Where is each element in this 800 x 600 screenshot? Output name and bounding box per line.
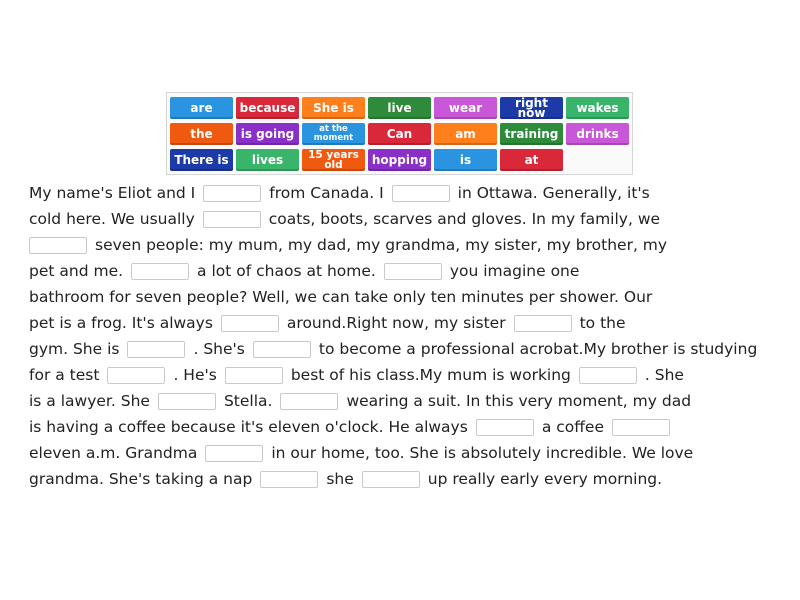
passage-text: Stella. bbox=[223, 392, 273, 410]
answer-blank[interactable] bbox=[253, 341, 311, 358]
word-tile[interactable]: at bbox=[500, 149, 563, 171]
passage-line bbox=[29, 466, 789, 492]
word-tile[interactable]: drinks bbox=[566, 123, 629, 145]
word-tile[interactable]: because bbox=[236, 97, 299, 119]
word-tile[interactable]: is going bbox=[236, 123, 299, 145]
passage-line bbox=[29, 336, 789, 362]
answer-blank[interactable] bbox=[158, 393, 216, 410]
word-tile[interactable]: wakes bbox=[566, 97, 629, 119]
passage-text: pet and me. bbox=[29, 262, 124, 280]
passage-text: eleven a.m. Grandma bbox=[29, 444, 198, 462]
passage-text: up really early every morning. bbox=[427, 470, 663, 488]
passage bbox=[29, 180, 789, 492]
word-tile[interactable]: the bbox=[170, 123, 233, 145]
passage-text: bathroom for seven people? Well, we can take only ten minutes per shower. Our bbox=[29, 288, 653, 306]
passage-text: around.Right now, my sister bbox=[286, 314, 506, 332]
answer-blank[interactable] bbox=[29, 237, 87, 254]
passage-text: to become a professional acrobat.My brother is studying bbox=[318, 340, 758, 358]
passage-text: cold here. We usually bbox=[29, 210, 195, 228]
passage-text: is having a coffee because it's eleven o'clock. He always bbox=[29, 418, 468, 436]
word-tile[interactable]: There is bbox=[170, 149, 233, 171]
word-tile[interactable]: hopping bbox=[368, 149, 431, 171]
word-tile[interactable]: live bbox=[368, 97, 431, 119]
passage-text: pet is a frog. It's always bbox=[29, 314, 213, 332]
passage-line bbox=[29, 414, 789, 440]
answer-blank[interactable] bbox=[225, 367, 283, 384]
passage-line bbox=[29, 206, 789, 232]
word-tile[interactable]: at the moment bbox=[302, 123, 365, 145]
passage-text: she bbox=[326, 470, 354, 488]
word-tile[interactable]: 15 years old bbox=[302, 149, 365, 171]
word-tile[interactable]: am bbox=[434, 123, 497, 145]
passage-text: seven people: my mum, my dad, my grandma, my sister, my brother, my bbox=[95, 236, 668, 254]
passage-line bbox=[29, 284, 789, 310]
passage-text: wearing a suit. In this very moment, my dad bbox=[346, 392, 692, 410]
answer-blank[interactable] bbox=[221, 315, 279, 332]
passage-line bbox=[29, 258, 789, 284]
passage-line bbox=[29, 362, 789, 388]
passage-text: in our home, too. She is absolutely incredible. We love bbox=[271, 444, 694, 462]
passage-text: a lot of chaos at home. bbox=[197, 262, 376, 280]
word-tile[interactable]: wear bbox=[434, 97, 497, 119]
passage-text: from Canada. I bbox=[269, 184, 384, 202]
answer-blank[interactable] bbox=[107, 367, 165, 384]
passage-line bbox=[29, 440, 789, 466]
passage-text: . He's bbox=[173, 366, 217, 384]
answer-blank[interactable] bbox=[131, 263, 189, 280]
passage-text: to the bbox=[579, 314, 626, 332]
passage-text: is a lawyer. She bbox=[29, 392, 150, 410]
answer-blank[interactable] bbox=[392, 185, 450, 202]
word-tile[interactable]: Can bbox=[368, 123, 431, 145]
word-tile[interactable]: is bbox=[434, 149, 497, 171]
passage-text: best of his class.My mum is working bbox=[290, 366, 571, 384]
word-tile[interactable]: are bbox=[170, 97, 233, 119]
word-tile[interactable]: training bbox=[500, 123, 563, 145]
answer-blank[interactable] bbox=[384, 263, 442, 280]
word-tile[interactable]: She is bbox=[302, 97, 365, 119]
passage-text: coats, boots, scarves and gloves. In my family, we bbox=[268, 210, 661, 228]
passage-text: My name's Eliot and I bbox=[29, 184, 196, 202]
word-tile[interactable]: right now bbox=[500, 97, 563, 119]
passage-text: grandma. She's taking a nap bbox=[29, 470, 253, 488]
passage-text: you imagine one bbox=[449, 262, 580, 280]
answer-blank[interactable] bbox=[514, 315, 572, 332]
passage-text: . She's bbox=[193, 340, 245, 358]
answer-blank[interactable] bbox=[260, 471, 318, 488]
passage-text: gym. She is bbox=[29, 340, 120, 358]
word-bank bbox=[166, 92, 633, 175]
passage-line bbox=[29, 388, 789, 414]
passage-text: for a test bbox=[29, 366, 100, 384]
passage-text: in Ottawa. Generally, it's bbox=[457, 184, 650, 202]
answer-blank[interactable] bbox=[280, 393, 338, 410]
answer-blank[interactable] bbox=[362, 471, 420, 488]
answer-blank[interactable] bbox=[476, 419, 534, 436]
passage-text: . She bbox=[644, 366, 684, 384]
passage-line bbox=[29, 310, 789, 336]
passage-text: a coffee bbox=[541, 418, 604, 436]
answer-blank[interactable] bbox=[203, 211, 261, 228]
passage-line bbox=[29, 180, 789, 206]
answer-blank[interactable] bbox=[127, 341, 185, 358]
passage-line bbox=[29, 232, 789, 258]
answer-blank[interactable] bbox=[205, 445, 263, 462]
answer-blank[interactable] bbox=[612, 419, 670, 436]
word-tile[interactable]: lives bbox=[236, 149, 299, 171]
answer-blank[interactable] bbox=[203, 185, 261, 202]
answer-blank[interactable] bbox=[579, 367, 637, 384]
